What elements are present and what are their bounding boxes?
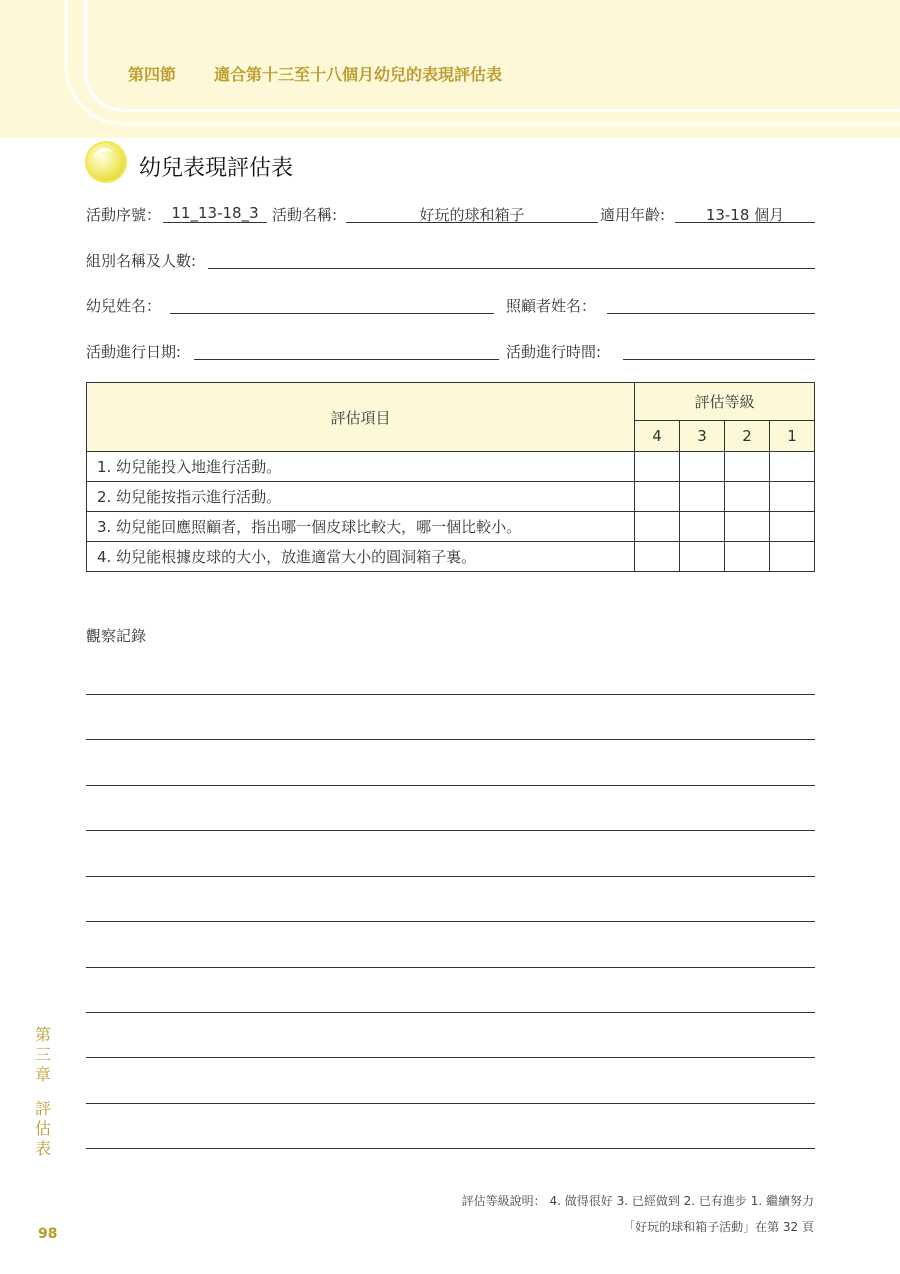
score-cell[interactable] [725, 452, 770, 482]
score-cell[interactable] [680, 452, 725, 482]
age-field[interactable]: 13-18 個月 [675, 204, 815, 223]
observation-line [86, 785, 815, 786]
chapter-name-text: 評 估 表 [34, 1099, 51, 1158]
caregiver-label: 照顧者姓名： [506, 297, 597, 315]
score-cell[interactable] [770, 542, 815, 572]
observation-label: 觀察記錄 [86, 627, 147, 645]
score-cell[interactable] [725, 512, 770, 542]
chapter-tab-text: 第 三 章 [34, 1025, 51, 1084]
group-field[interactable] [208, 250, 815, 269]
observation-line [86, 830, 815, 831]
child-name-label: 幼兒姓名： [86, 297, 162, 315]
time-field[interactable] [623, 341, 815, 360]
observation-line [86, 967, 815, 968]
grade-header: 評估等級 [635, 383, 815, 421]
date-field[interactable] [194, 341, 499, 360]
grade-legend: 評估等級說明： 4. 做得很好 3. 已經做到 2. 已有進步 1. 繼續努力 [461, 1194, 814, 1208]
caregiver-field[interactable] [607, 295, 815, 314]
score-cell[interactable] [680, 482, 725, 512]
score-cell[interactable] [635, 452, 680, 482]
page-number: 98 [38, 1226, 58, 1242]
score-cell[interactable] [770, 452, 815, 482]
chapter-side-tab [34, 1025, 52, 1159]
section-label: 第四節 [128, 65, 177, 84]
time-label: 活動進行時間: [506, 343, 602, 361]
score-cell[interactable] [725, 542, 770, 572]
score-cell[interactable] [770, 512, 815, 542]
section-title: 適合第十三至十八個月幼兒的表現評估表 [214, 65, 503, 84]
item-text: 3. 幼兒能回應照顧者，指出哪一個皮球比較大，哪一個比較小。 [87, 512, 635, 542]
date-label: 活動進行日期: [86, 343, 182, 361]
grade-3: 3 [680, 420, 725, 451]
table-row [87, 542, 815, 572]
table-row [87, 512, 815, 542]
item-header: 評估項目 [87, 383, 635, 452]
observation-line [86, 921, 815, 922]
grade-4: 4 [635, 420, 680, 451]
item-text: 2. 幼兒能按指示進行活動。 [87, 482, 635, 512]
score-cell[interactable] [680, 512, 725, 542]
observation-line [86, 1057, 815, 1058]
observation-line [86, 1148, 815, 1149]
observation-line [86, 876, 815, 877]
reference-note: 「好玩的球和箱子活動」在第 32 頁 [623, 1220, 814, 1234]
evaluation-table [86, 382, 815, 572]
item-text: 1. 幼兒能投入地進行活動。 [87, 452, 635, 482]
grade-1: 1 [770, 420, 815, 451]
score-cell[interactable] [635, 542, 680, 572]
child-name-field[interactable] [170, 295, 494, 314]
score-cell[interactable] [680, 542, 725, 572]
age-label: 適用年齡: [600, 206, 666, 224]
form-title: 幼兒表現評估表 [139, 156, 294, 181]
observation-line [86, 1012, 815, 1013]
observation-line [86, 694, 815, 695]
score-cell[interactable] [635, 482, 680, 512]
group-label: 組別名稱及人數: [86, 252, 197, 270]
observation-line [86, 739, 815, 740]
activity-name-field[interactable]: 好玩的球和箱子 [346, 204, 598, 223]
observation-line [86, 1103, 815, 1104]
activity-no-field[interactable]: 11_13-18_3 [163, 204, 267, 223]
score-cell[interactable] [770, 482, 815, 512]
table-row [87, 482, 815, 512]
grade-2: 2 [725, 420, 770, 451]
activity-no-label: 活動序號： [86, 206, 162, 224]
score-cell[interactable] [725, 482, 770, 512]
bubble-icon [85, 141, 127, 183]
table-row [87, 452, 815, 482]
header-decoration-inner [84, 0, 900, 112]
activity-name-label: 活動名稱: [272, 206, 338, 224]
item-text: 4. 幼兒能根據皮球的大小，放進適當大小的圓洞箱子裏。 [87, 542, 635, 572]
score-cell[interactable] [635, 512, 680, 542]
